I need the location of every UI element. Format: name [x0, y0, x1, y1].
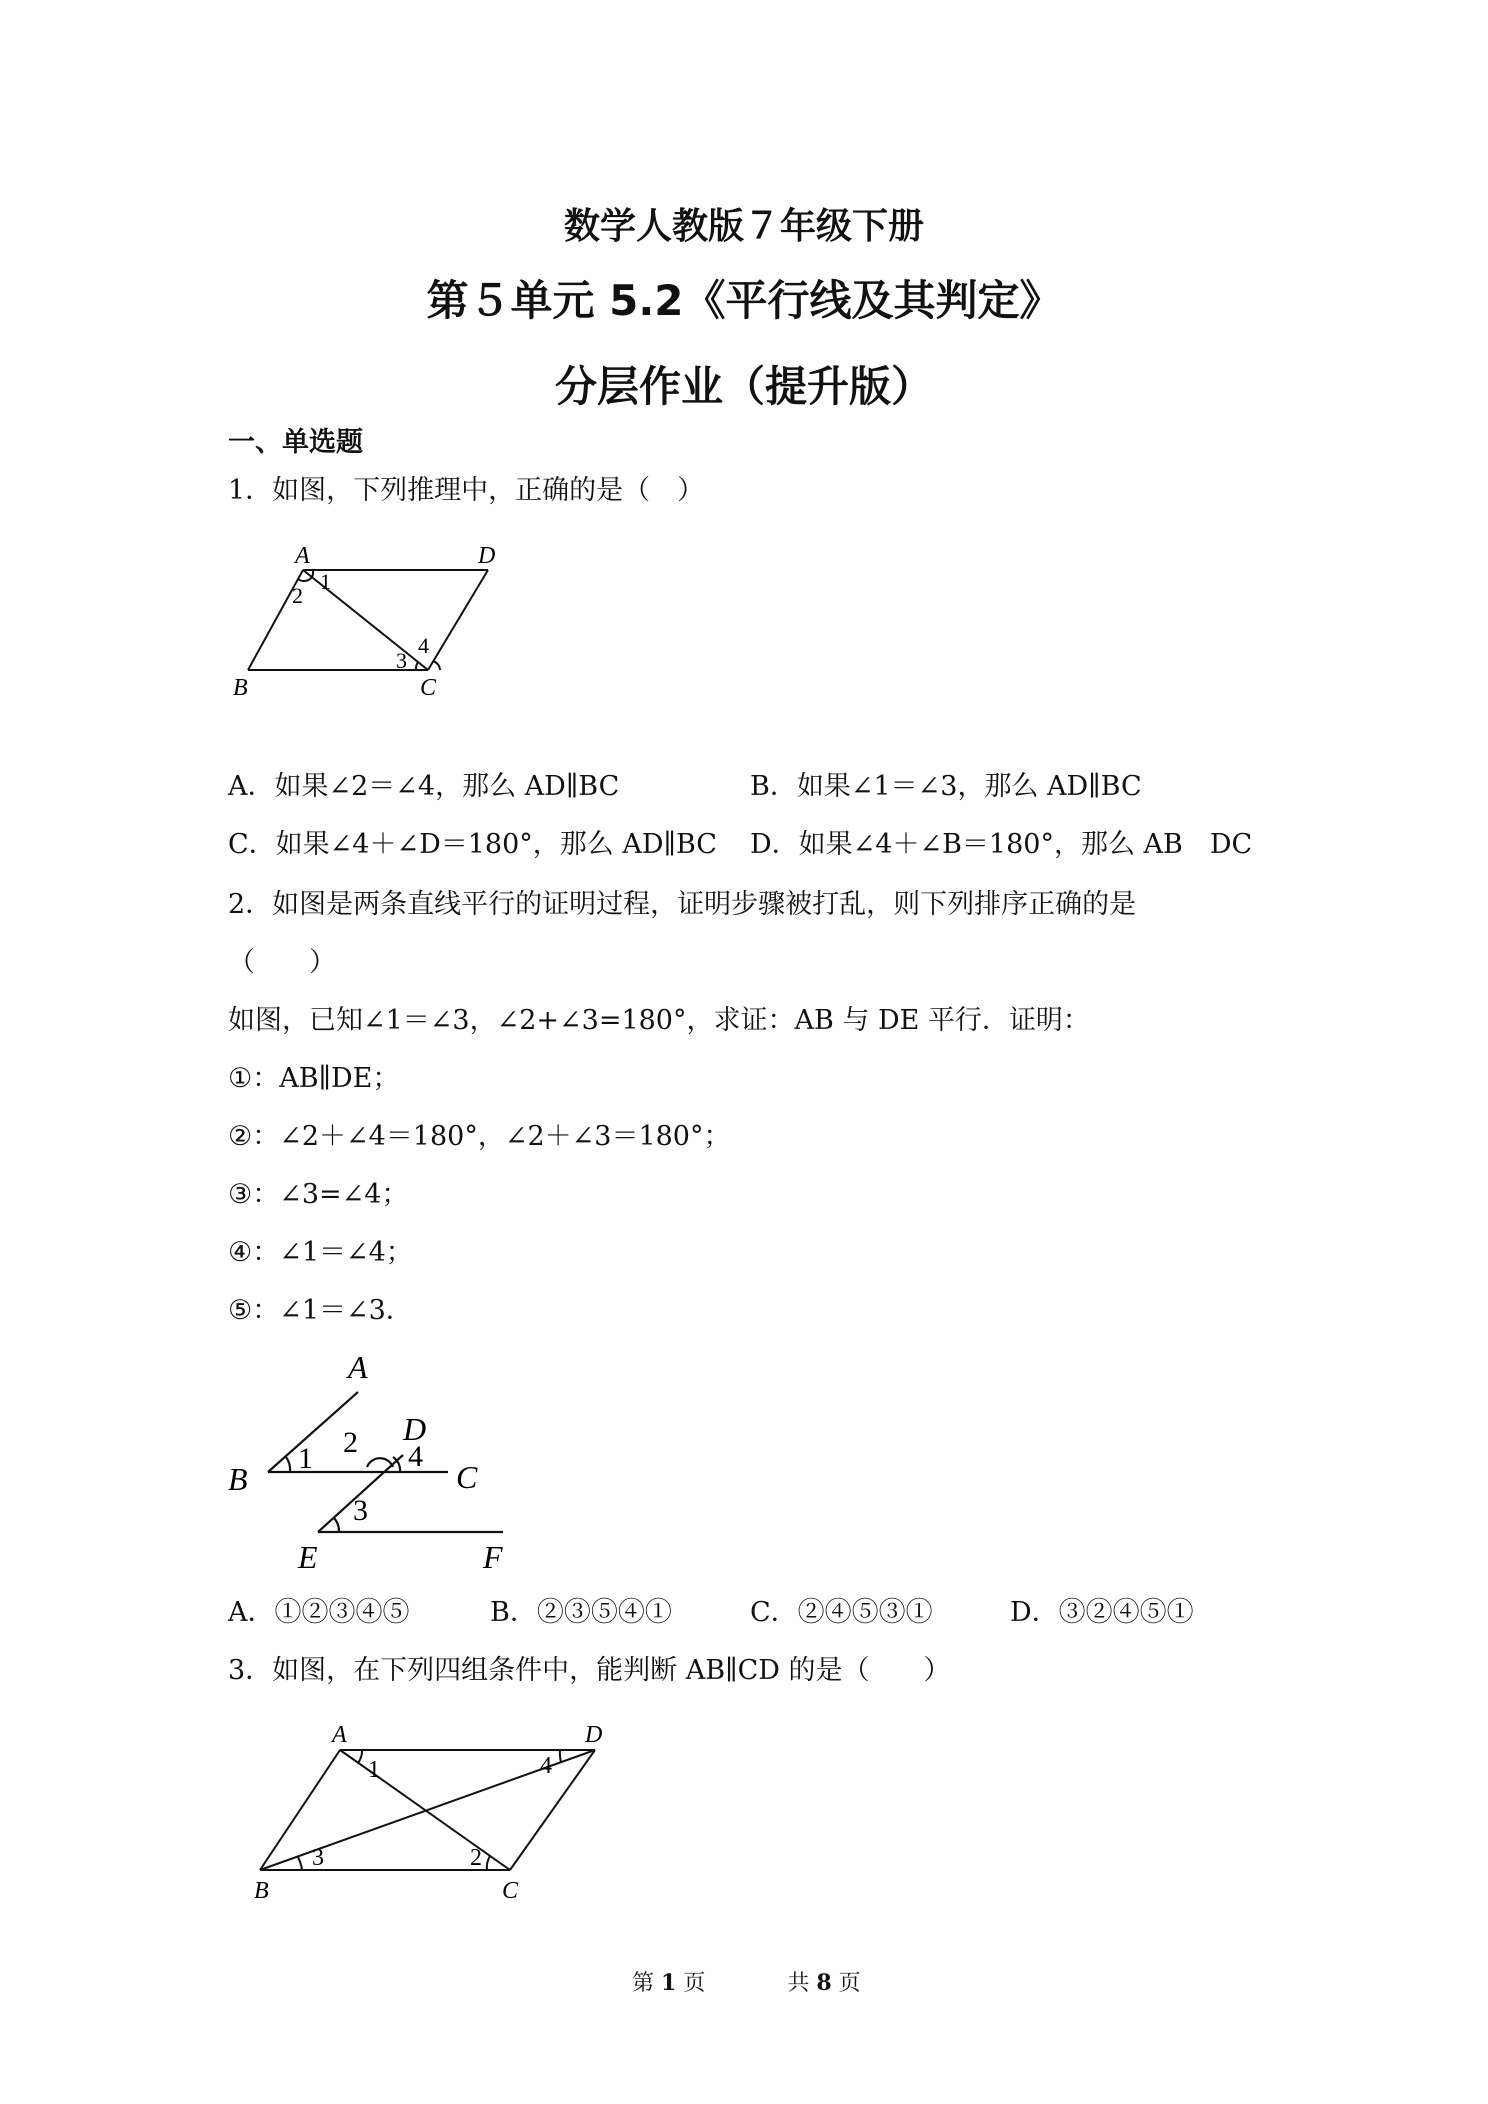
q1-label-C: C: [420, 675, 437, 701]
doc-title-unit: 第５单元 5.2《平行线及其判定》: [426, 276, 1062, 325]
q1-option-a[interactable]: A．如果∠2＝∠4，那么 AD∥BC: [228, 771, 620, 802]
q2-stem: 2．如图是两条直线平行的证明过程，证明步骤被打乱，则下列排序正确的是: [228, 889, 1137, 920]
q2-figure: [228, 1340, 528, 1575]
q3-figure: [240, 1715, 620, 1915]
q3-angle-2: 2: [470, 1845, 482, 1871]
footer-prefix2: 共: [787, 1971, 810, 1996]
q1-angle-2: 2: [292, 583, 303, 608]
q2-stem-bracket: （ ）: [228, 947, 336, 978]
q2-angle-1: 1: [298, 1442, 313, 1475]
footer-suffix: 页: [838, 1971, 861, 1996]
q2-option-c[interactable]: C．②④⑤③①: [750, 1597, 933, 1628]
footer-mid: 页: [683, 1971, 706, 1996]
q3-label-C: C: [502, 1878, 519, 1904]
q1-option-d[interactable]: D．如果∠4＋∠B＝180°，那么 AB DC: [750, 829, 1253, 860]
q3-label-A: A: [332, 1722, 347, 1748]
q2-given: 如图，已知∠1＝∠3，∠2+∠3=180°，求证：AB 与 DE 平行．证明：: [228, 1005, 1090, 1036]
q1-option-c[interactable]: C．如果∠4＋∠D＝180°，那么 AD∥BC: [228, 829, 717, 860]
page-footer: [632, 1966, 861, 1997]
q2-label-E: E: [298, 1539, 318, 1575]
q1-angle-4: 4: [418, 633, 429, 658]
q2-step-3: ③：∠3=∠4；: [228, 1179, 409, 1210]
q2-angle-2: 2: [343, 1426, 358, 1459]
q1-option-b[interactable]: B．如果∠1＝∠3，那么 AD∥BC: [750, 771, 1142, 802]
doc-title-level: 分层作业（提升版）: [554, 362, 933, 411]
q2-option-d[interactable]: D．③②④⑤①: [1010, 1597, 1194, 1628]
q2-label-D: D: [403, 1411, 427, 1447]
q2-label-F: F: [483, 1539, 503, 1575]
q2-label-B: B: [228, 1461, 248, 1497]
q1-label-A: A: [295, 543, 310, 569]
q1-angle-3: 3: [396, 648, 407, 673]
q1-figure: [228, 535, 528, 705]
q2-label-C: C: [456, 1459, 478, 1495]
q2-angle-3: 3: [353, 1494, 368, 1527]
q2-option-b[interactable]: B．②③⑤④①: [490, 1597, 672, 1628]
q3-angle-3: 3: [312, 1845, 324, 1871]
footer-total-pages: 8: [816, 1970, 832, 1996]
q1-angle-1: 1: [320, 569, 331, 594]
q2-step-4: ④：∠1＝∠4；: [228, 1237, 413, 1268]
q3-angle-4: 4: [540, 1753, 552, 1779]
footer-page-number: 1: [661, 1970, 677, 1996]
q1-stem: 1．如图，下列推理中，正确的是（ ）: [228, 475, 705, 506]
q2-option-a[interactable]: A．①②③④⑤: [228, 1597, 410, 1628]
q2-label-A: A: [348, 1349, 368, 1385]
q2-step-2: ②：∠2＋∠4＝180°，∠2＋∠3＝180°；: [228, 1121, 731, 1152]
q2-angle-4: 4: [408, 1440, 423, 1473]
q3-stem: 3．如图，在下列四组条件中，能判断 AB∥CD 的是（ ）: [228, 1655, 951, 1686]
section-heading: 一、单选题: [228, 427, 363, 458]
q3-label-D: D: [585, 1722, 603, 1748]
q3-label-B: B: [254, 1878, 269, 1904]
doc-title-grade: 数学人教版７年级下册: [563, 206, 924, 247]
q1-label-B: B: [233, 675, 248, 701]
q1-label-D: D: [478, 543, 496, 569]
q2-step-5: ⑤：∠1＝∠3．: [228, 1295, 413, 1326]
q3-angle-1: 1: [368, 1757, 380, 1783]
q2-step-1: ①：AB∥DE；: [228, 1063, 400, 1094]
footer-prefix: 第: [632, 1971, 655, 1996]
